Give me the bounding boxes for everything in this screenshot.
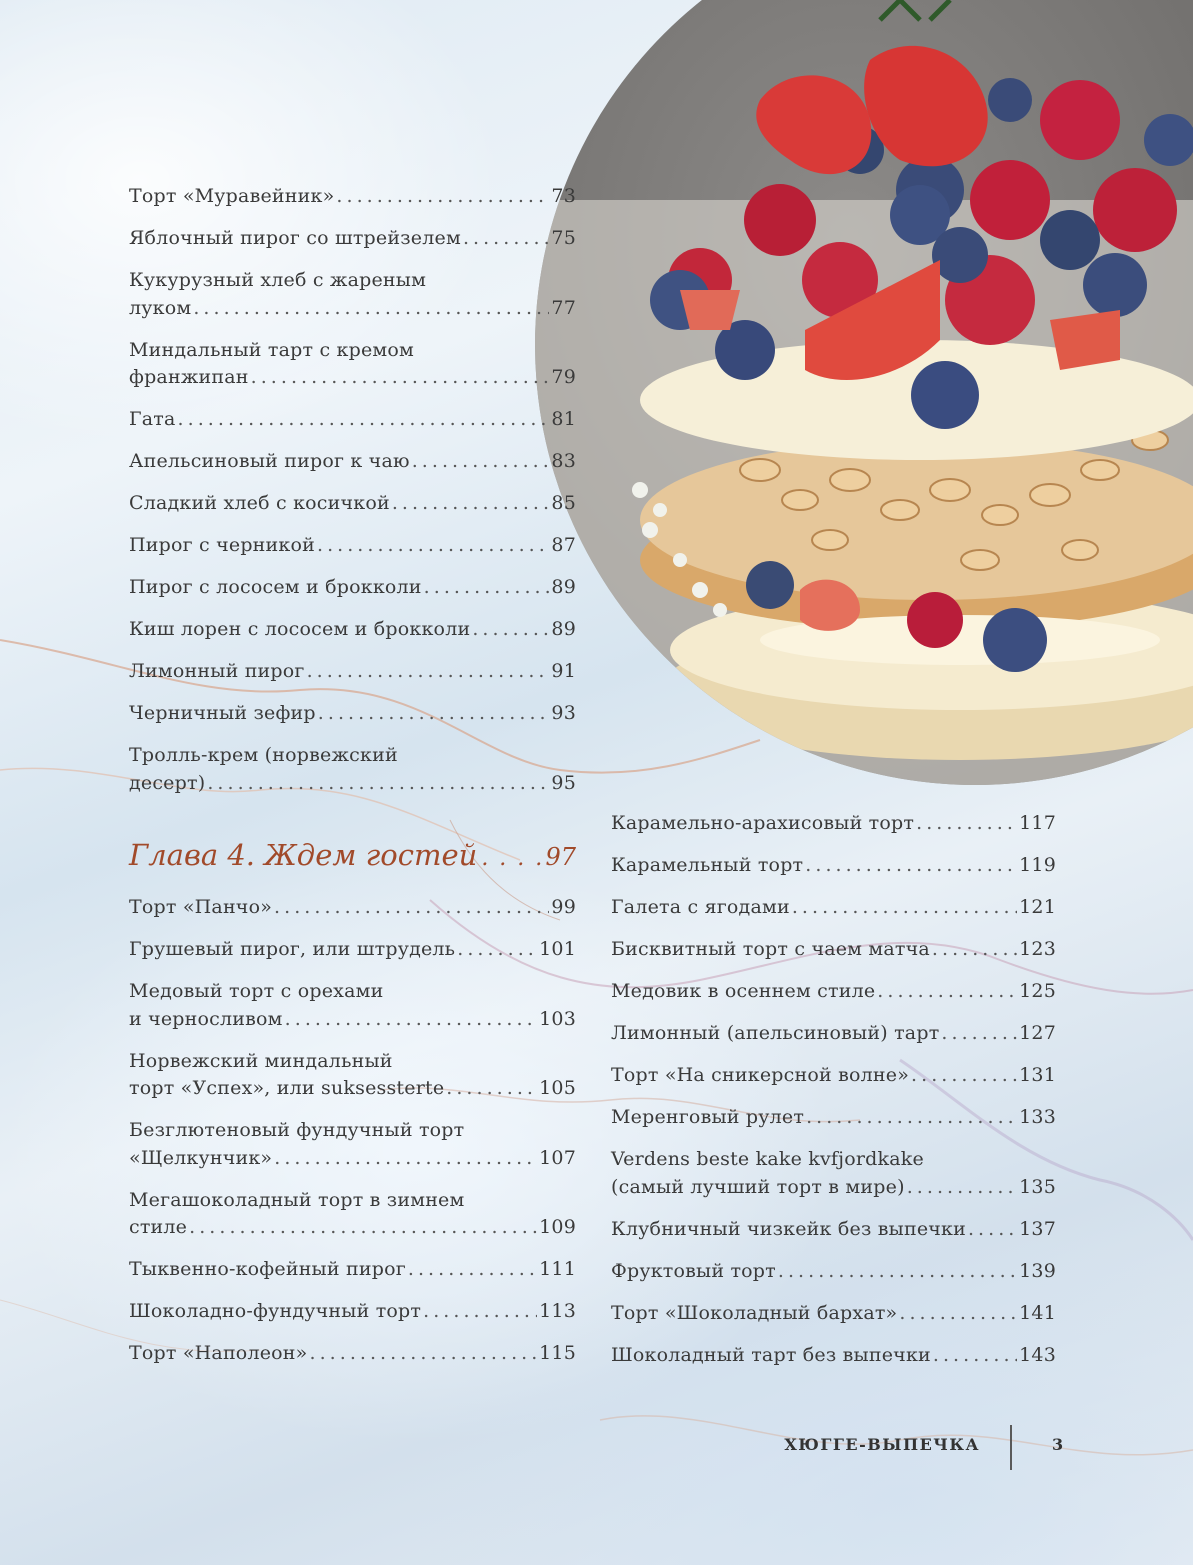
toc-entry-line xyxy=(129,700,576,728)
toc-entry-page: 83 xyxy=(551,450,576,472)
leader-dots xyxy=(932,936,1017,964)
toc-entry xyxy=(611,936,1056,964)
leader-dots xyxy=(424,574,550,602)
toc-entry-line xyxy=(129,1145,576,1173)
toc-entry-page: 139 xyxy=(1019,1259,1056,1282)
leader-dots xyxy=(805,852,1017,880)
toc-entry-page: 105 xyxy=(539,1077,576,1099)
toc-entry-page: 85 xyxy=(551,492,576,514)
toc-entry-line xyxy=(129,770,576,798)
toc-entry-title: Клубничный чизкейк без выпечки xyxy=(611,1217,966,1240)
leader-dots xyxy=(941,1020,1017,1048)
toc-entry xyxy=(611,1146,1056,1201)
toc-entry-line xyxy=(129,894,576,922)
toc-entry-line xyxy=(129,1187,576,1215)
toc-entry-title: Торт «Наполеон» xyxy=(129,1342,308,1364)
toc-entry xyxy=(129,1298,576,1326)
toc-entry-title: Тыквенно-кофейный пирог xyxy=(129,1258,406,1280)
toc-entry xyxy=(611,810,1056,838)
leader-dots xyxy=(412,448,550,476)
toc-entry-title: Карамельный торт xyxy=(611,854,804,876)
toc-entry-title: Кукурузный хлеб с жареным xyxy=(129,269,427,291)
toc-entry-page: 125 xyxy=(1019,980,1056,1002)
toc-entry-line xyxy=(611,978,1056,1006)
toc-entry-line xyxy=(129,742,576,770)
leader-dots xyxy=(907,1174,1017,1202)
toc-entry-title: Карамельно-арахисовый торт xyxy=(611,812,915,834)
toc-entry-line xyxy=(129,1340,576,1368)
toc-entry-title: Торт «Панчо» xyxy=(129,896,273,918)
toc-entry-title: Бисквитный торт с чаем матча xyxy=(611,938,930,960)
toc-entry xyxy=(611,1258,1056,1286)
toc-entry-title: «Щелкунчик» xyxy=(129,1146,273,1169)
toc-entry-line xyxy=(129,1117,576,1145)
toc-entry-title: Торт «На сникерсной волне» xyxy=(611,1064,910,1086)
toc-entry-page: 141 xyxy=(1019,1301,1056,1324)
toc-entry-line xyxy=(129,1214,576,1242)
toc-entry-line xyxy=(129,406,576,434)
toc-entry xyxy=(129,1256,576,1284)
toc-entry xyxy=(129,267,576,322)
toc-entry-line xyxy=(611,894,1056,922)
toc-entry-title: Миндальный тарт с кремом xyxy=(129,338,415,361)
toc-entry-page: 77 xyxy=(551,296,576,319)
leader-dots xyxy=(457,936,537,964)
toc-entry-title: Мегашоколадный торт в зимнем xyxy=(129,1188,465,1211)
toc-entry-line xyxy=(611,1216,1056,1244)
leader-dots xyxy=(792,894,1017,922)
toc-entry-page: 79 xyxy=(551,366,576,388)
toc-entry xyxy=(129,1340,576,1368)
leader-dots xyxy=(472,616,549,644)
toc-entry-page: 89 xyxy=(551,618,576,640)
toc-entry xyxy=(129,337,576,392)
toc-entry-line xyxy=(611,936,1056,964)
toc-entry-title: Лимонный пирог xyxy=(129,660,305,682)
toc-entry-line xyxy=(129,574,576,602)
toc-entry-line xyxy=(129,658,576,686)
chapter-page-number: 97 xyxy=(545,843,576,871)
toc-entry-title: торт «Успех», или suksessterte xyxy=(129,1077,445,1099)
toc-left-column xyxy=(129,183,576,812)
toc-entry-line xyxy=(129,978,576,1006)
toc-entry xyxy=(129,742,576,797)
toc-entry xyxy=(129,406,576,434)
leader-dots xyxy=(274,894,549,922)
toc-entry-title: Шоколадно-фундучный торт xyxy=(129,1300,422,1322)
toc-entry xyxy=(129,894,576,922)
toc-entry-page: 111 xyxy=(539,1258,576,1280)
toc-entry-page: 99 xyxy=(551,896,576,918)
leader-dots xyxy=(178,406,550,434)
toc-entry-title: луком xyxy=(129,296,192,319)
toc-entry-title: Торт «Шоколадный бархат» xyxy=(611,1301,898,1324)
toc-entry-title: франжипан xyxy=(129,366,249,388)
toc-entry-line xyxy=(129,448,576,476)
toc-entry-line xyxy=(611,1342,1056,1370)
toc-entry-line xyxy=(129,490,576,518)
toc-entry-line xyxy=(129,1256,576,1284)
leader-dots xyxy=(463,225,549,253)
toc-entry-line xyxy=(611,1020,1056,1048)
leader-dots xyxy=(446,1075,537,1103)
leader-dots xyxy=(778,1258,1017,1286)
leader-dots xyxy=(310,1340,538,1368)
toc-entry-page: 137 xyxy=(1019,1217,1056,1240)
toc-entry-title: Грушевый пирог, или штрудель xyxy=(129,938,456,960)
toc-left-column-chapter-4 xyxy=(129,894,576,1382)
toc-entry-line xyxy=(611,1146,1056,1174)
toc-entry-title: Безглютеновый фундучный торт xyxy=(129,1119,465,1141)
toc-entry xyxy=(129,1117,576,1172)
running-footer-title: ХЮГГЕ-ВЫПЕЧКА xyxy=(784,1435,980,1454)
toc-entry-page: 135 xyxy=(1019,1175,1056,1198)
toc-entry-page: 95 xyxy=(551,771,576,794)
toc-entry-page: 107 xyxy=(539,1146,576,1169)
toc-entry-line xyxy=(129,1075,576,1103)
toc-entry-line xyxy=(611,1300,1056,1328)
toc-entry xyxy=(611,894,1056,922)
toc-entry-line xyxy=(129,1006,576,1034)
toc-entry-line xyxy=(611,1062,1056,1090)
toc-entry-page: 93 xyxy=(551,702,576,724)
toc-entry-title: Галета с ягодами xyxy=(611,896,790,918)
leader-dots xyxy=(193,295,549,323)
toc-entry xyxy=(129,490,576,518)
leader-dots xyxy=(933,1342,1017,1370)
toc-entry-page: 103 xyxy=(539,1007,576,1030)
toc-entry-title: Торт «Муравейник» xyxy=(129,185,335,207)
toc-entry-page: 115 xyxy=(539,1342,576,1364)
toc-entry xyxy=(611,1104,1056,1132)
toc-entry-page: 87 xyxy=(551,534,576,556)
toc-entry-line xyxy=(129,183,576,211)
toc-entry-line xyxy=(129,267,576,295)
leader-dots xyxy=(307,658,550,686)
toc-entry-title: Меренговый рулет xyxy=(611,1106,805,1128)
toc-entry xyxy=(611,1300,1056,1328)
toc-entry-line xyxy=(611,852,1056,880)
leader-dots xyxy=(806,1104,1017,1132)
leader-dots xyxy=(189,1214,537,1242)
chapter-heading xyxy=(129,838,576,872)
toc-entry-title: Пирог с лососем и брокколи xyxy=(129,576,422,598)
footer-divider xyxy=(1010,1425,1012,1470)
toc-entry xyxy=(129,225,576,253)
toc-entry-page: 121 xyxy=(1019,896,1056,918)
leader-dots xyxy=(207,770,549,798)
toc-entry xyxy=(129,448,576,476)
leader-dots xyxy=(481,846,541,871)
leader-dots xyxy=(408,1256,537,1284)
toc-entry xyxy=(129,532,576,560)
toc-entry-page: 81 xyxy=(551,408,576,430)
toc-entry-title: и черносливом xyxy=(129,1007,283,1030)
toc-entry-title: Сладкий хлеб с косичкой xyxy=(129,492,390,514)
toc-entry-title: Яблочный пирог со штрейзелем xyxy=(129,227,461,249)
toc-entry-line xyxy=(611,1174,1056,1202)
leader-dots xyxy=(251,364,550,392)
toc-entry-title: Verdens beste kake kvfjordkake xyxy=(611,1148,924,1170)
toc-entry-line xyxy=(129,532,576,560)
toc-entry xyxy=(129,658,576,686)
toc-entry-title: Медовый торт с орехами xyxy=(129,980,384,1002)
leader-dots xyxy=(392,490,550,518)
toc-entry-title: Киш лорен с лососем и брокколи xyxy=(129,618,471,640)
toc-entry-page: 143 xyxy=(1019,1343,1056,1366)
leader-dots xyxy=(877,978,1017,1006)
leader-dots xyxy=(274,1145,537,1173)
leader-dots xyxy=(317,532,549,560)
toc-entry-page: 127 xyxy=(1019,1022,1056,1044)
leader-dots xyxy=(336,183,549,211)
leader-dots xyxy=(423,1298,537,1326)
toc-entry-line xyxy=(611,1104,1056,1132)
leader-dots xyxy=(899,1300,1017,1328)
toc-entry-title: стиле xyxy=(129,1216,188,1238)
toc-right-column xyxy=(611,810,1056,1384)
toc-entry-page: 133 xyxy=(1019,1106,1056,1128)
toc-entry-title: Лимонный (апельсиновый) тарт xyxy=(611,1022,940,1044)
leader-dots xyxy=(318,700,550,728)
toc-entry-title: Медовик в осеннем стиле xyxy=(611,980,876,1002)
toc-entry xyxy=(129,700,576,728)
toc-entry xyxy=(611,1216,1056,1244)
toc-entry-title: Пирог с черникой xyxy=(129,534,315,556)
leader-dots xyxy=(968,1216,1017,1244)
toc-entry-page: 119 xyxy=(1019,854,1056,876)
toc-entry-line xyxy=(129,1298,576,1326)
toc-entry-line xyxy=(129,225,576,253)
toc-entry-title: Норвежский миндальный xyxy=(129,1049,393,1072)
toc-entry-title: Шоколадный тарт без выпечки xyxy=(611,1343,931,1366)
toc-entry xyxy=(129,616,576,644)
page-number: 3 xyxy=(1052,1435,1064,1454)
toc-entry-page: 101 xyxy=(539,938,576,960)
toc-entry-title: Черничный зефир xyxy=(129,702,316,724)
toc-entry-page: 75 xyxy=(551,227,576,249)
toc-entry-title: Апельсиновый пирог к чаю xyxy=(129,450,410,472)
toc-entry-title: Фруктовый торт xyxy=(611,1259,776,1282)
toc-entry xyxy=(129,1187,576,1242)
toc-entry-line xyxy=(129,364,576,392)
toc-entry-line xyxy=(611,810,1056,838)
toc-entry xyxy=(611,1342,1056,1370)
chapter-title: Глава 4. Ждем гостей xyxy=(129,838,478,872)
toc-entry-page: 73 xyxy=(551,185,576,207)
toc-entry-title: Гата xyxy=(129,408,176,430)
leader-dots xyxy=(916,810,1017,838)
toc-entry-title: Тролль-крем (норвежский xyxy=(129,744,398,766)
toc-entry xyxy=(611,852,1056,880)
toc-entry-page: 117 xyxy=(1019,812,1056,834)
toc-entry-page: 109 xyxy=(539,1216,576,1238)
toc-entry-page: 91 xyxy=(551,660,576,682)
toc-entry-line xyxy=(611,1258,1056,1286)
toc-entry-line xyxy=(129,616,576,644)
toc-entry-page: 89 xyxy=(551,576,576,598)
toc-entry xyxy=(129,574,576,602)
toc-entry xyxy=(129,936,576,964)
toc-entry-page: 123 xyxy=(1019,938,1056,960)
toc-entry-line xyxy=(129,1048,576,1076)
toc-entry xyxy=(129,183,576,211)
toc-entry xyxy=(129,1048,576,1103)
toc-entry xyxy=(611,978,1056,1006)
toc-entry xyxy=(611,1062,1056,1090)
toc-entry-title: (самый лучший торт в мире) xyxy=(611,1175,905,1198)
leader-dots xyxy=(285,1006,537,1034)
toc-entry-page: 131 xyxy=(1019,1064,1056,1086)
toc-entry-title: десерт) xyxy=(129,771,206,794)
toc-entry xyxy=(129,978,576,1033)
toc-entry-line xyxy=(129,295,576,323)
toc-entry-line xyxy=(129,936,576,964)
toc-entry-line xyxy=(129,337,576,365)
leader-dots xyxy=(911,1062,1017,1090)
toc-entry xyxy=(611,1020,1056,1048)
toc-entry-page: 113 xyxy=(539,1300,576,1322)
